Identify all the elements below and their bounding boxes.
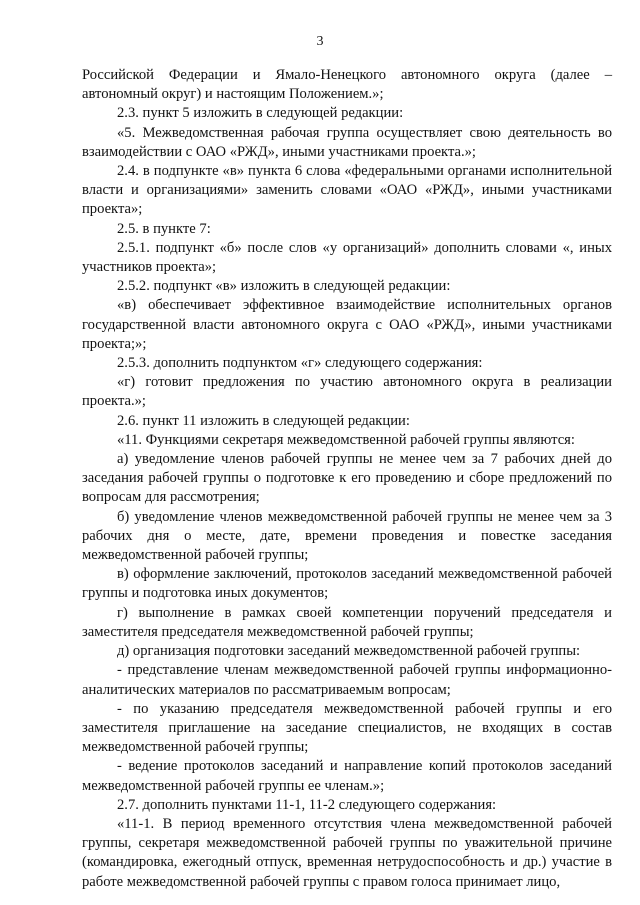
paragraph: 2.5.1. подпункт «б» после слов «у организаций» дополнить словами «, иных участников проекта»;: [82, 239, 612, 276]
paragraph: 2.5.2. подпункт «в» изложить в следующей редакции:: [117, 278, 451, 295]
paragraph: 2.5. в пункте 7:: [117, 220, 211, 237]
paragraph: Российской Федерации и Ямало-Ненецкого автономного округа (далее – автономный округ) и настоящим Положением.»;: [82, 67, 612, 103]
paragraph: 2.6. пункт 11 изложить в следующей редакции:: [117, 412, 410, 429]
paragraph: - по указанию председателя межведомственной рабочей группы и его заместителя приглашение на заседание специалистов, не входящих в состав межведомственной рабочей группы;: [82, 700, 612, 756]
paragraph: - ведение протоколов заседаний и направление копий протоколов заседаний межведомственной рабочей группы ее членам.»;: [82, 758, 612, 794]
paragraph: - представление членам межведомственной рабочей группы информационно-аналитических материалов по рассматриваемым вопросам;: [82, 662, 612, 698]
paragraph: «г) готовит предложения по участию автономного округа в реализации проекта.»;: [82, 374, 612, 410]
paragraph: 2.3. пункт 5 изложить в следующей редакции:: [117, 105, 404, 122]
document-body: [82, 66, 612, 892]
paragraph: в) оформление заключений, протоколов заседаний межведомственной рабочей группы и подготовка иных документов;: [82, 566, 612, 602]
paragraph: «в) обеспечивает эффективное взаимодействие исполнительных органов государственной власти автономного округа с ОАО «РЖД», иными участниками проекта;»;: [82, 297, 612, 352]
paragraph: 2.5.3. дополнить подпунктом «г» следующего содержания:: [117, 355, 483, 372]
paragraph: «5. Межведомственная рабочая группа осуществляет свою деятельность во взаимодействии с ОАО «РЖД», иными участниками проекта.»;: [82, 124, 612, 160]
paragraph: б) уведомление членов межведомственной рабочей группы не менее чем за 3 рабочих дня о месте, дате, времени проведения и повестке заседания межведомственной рабочей группы;: [82, 508, 612, 564]
paragraph: д) организация подготовки заседаний межведомственной рабочей группы:: [117, 643, 581, 660]
paragraph: «11-1. В период временного отсутствия члена межведомственной рабочей группы, секретаря межведомственной рабочей группы по уважительной причине (командировка, ежегодный отпуск, временная нетрудоспособность и др.) участие в работе межведомственной рабочей группы с правом голоса принимает лицо,: [82, 815, 612, 890]
paragraph: «11. Функциями секретаря межведомственной рабочей группы являются:: [117, 431, 575, 448]
paragraph: а) уведомление членов рабочей группы не менее чем за 7 рабочих дней до заседания рабочей группы о подготовке к его проведению и сборе предложений по вопросам для рассмотрения;: [82, 451, 612, 506]
paragraph: 2.4. в подпункте «в» пункта 6 слова «федеральными органами исполнительной власти и организациями» заменить словами «ОАО «РЖД», иными участниками проекта»;: [82, 163, 612, 218]
paragraph: 2.7. дополнить пунктами 11-1, 11-2 следующего содержания:: [117, 796, 497, 813]
paragraph: г) выполнение в рамках своей компетенции поручений председателя и заместителя председателя межведомственной рабочей группы;: [82, 604, 612, 640]
page-number: 3: [316, 34, 324, 49]
